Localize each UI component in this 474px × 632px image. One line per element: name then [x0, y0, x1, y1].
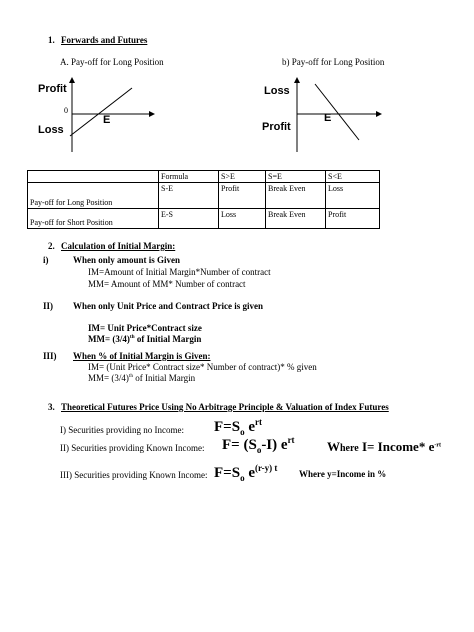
row-label: Pay-off for Long Position — [28, 183, 159, 209]
known-yield-formula: $F=S_o$ $e^{(r-y) t}$ — [214, 463, 278, 483]
section-3-number: 3. — [48, 402, 55, 412]
known-income-formula: $F= (S_o-I)$ $e^{rt}$ — [222, 435, 295, 455]
section-2-number: 2. — [48, 241, 55, 251]
profit-label: Profit — [262, 121, 291, 133]
item-i-title: When only amount is Given — [73, 255, 181, 265]
im-formula: IM=Amount of Initial Margin*Number of contract — [88, 267, 271, 277]
im-formula: IM= (Unit Price* Contract size* Number of contract)* % given — [88, 362, 317, 372]
table-header-cell: S<E — [326, 171, 380, 183]
payoff-b-label: b) Pay-off for Long Position — [282, 57, 385, 67]
item-ii-title: When only Unit Price and Contract Price is given — [73, 301, 263, 311]
zero-label: 0 — [64, 106, 68, 115]
no-income-formula: $F=S_o$ $e^{rt}$ — [214, 417, 262, 437]
mm-formula: $MM= (3/4)^{th}$ of Initial Margin — [88, 373, 196, 383]
payoff-a-label: A. Pay-off for Long Position — [60, 57, 164, 67]
section-1-title: Forwards and Futures — [61, 35, 148, 45]
table-cell: Profit — [219, 183, 266, 209]
table-row — [28, 183, 380, 209]
payoff-table — [27, 170, 380, 229]
item-iii-number: III) — [43, 351, 57, 361]
mm-formula: $MM= (3/4)^{th}$ of Initial Margin — [88, 334, 202, 344]
item-i-number: i) — [43, 255, 49, 265]
table-cell: Loss — [219, 209, 266, 229]
payoff-line — [315, 84, 359, 140]
table-header-cell: S=E — [266, 171, 326, 183]
section-2-title: Calculation of Initial Margin: — [61, 241, 176, 251]
loss-label: Loss — [264, 85, 290, 97]
e-label: E — [324, 112, 332, 124]
e-label: E — [103, 114, 111, 126]
table-cell: E-S — [159, 209, 219, 229]
table-header-cell — [28, 171, 159, 183]
table-header-cell: S>E — [219, 171, 266, 183]
known-income-label: II) Securities providing Known Income: — [60, 443, 205, 453]
section-3-title: Theoretical Futures Price Using No Arbitrage Principle & Valuation of Index Futures — [61, 402, 389, 412]
item-ii-number: II) — [43, 301, 54, 311]
profit-label: Profit — [38, 83, 67, 95]
table-cell: Break Even — [266, 183, 326, 209]
no-income-label: I) Securities providing no Income: — [60, 425, 184, 435]
payoff-line — [70, 88, 132, 136]
yield-where-note: Where y=Income in % — [299, 469, 387, 479]
table-cell: Profit — [326, 209, 380, 229]
table-cell: Loss — [326, 183, 380, 209]
table-cell: Break Even — [266, 209, 326, 229]
item-iii-title: When % of Initial Margin is Given: — [73, 351, 211, 361]
table-header-cell: Formula — [159, 171, 219, 183]
im-formula: IM= Unit Price*Contract size — [88, 323, 202, 333]
loss-label: Loss — [38, 124, 64, 136]
table-row — [28, 209, 380, 229]
table-cell: S-E — [159, 183, 219, 209]
section-1-number: 1. — [48, 35, 55, 45]
income-where-note: Where I= Income* $e^{-rt}$ — [327, 439, 442, 454]
known-yield-label: III) Securities providing Known Income: — [60, 470, 208, 480]
mm-formula: MM= Amount of MM* Number of contract — [88, 279, 246, 289]
row-label: Pay-off for Short Position — [28, 209, 159, 229]
table-header-row — [28, 171, 380, 183]
